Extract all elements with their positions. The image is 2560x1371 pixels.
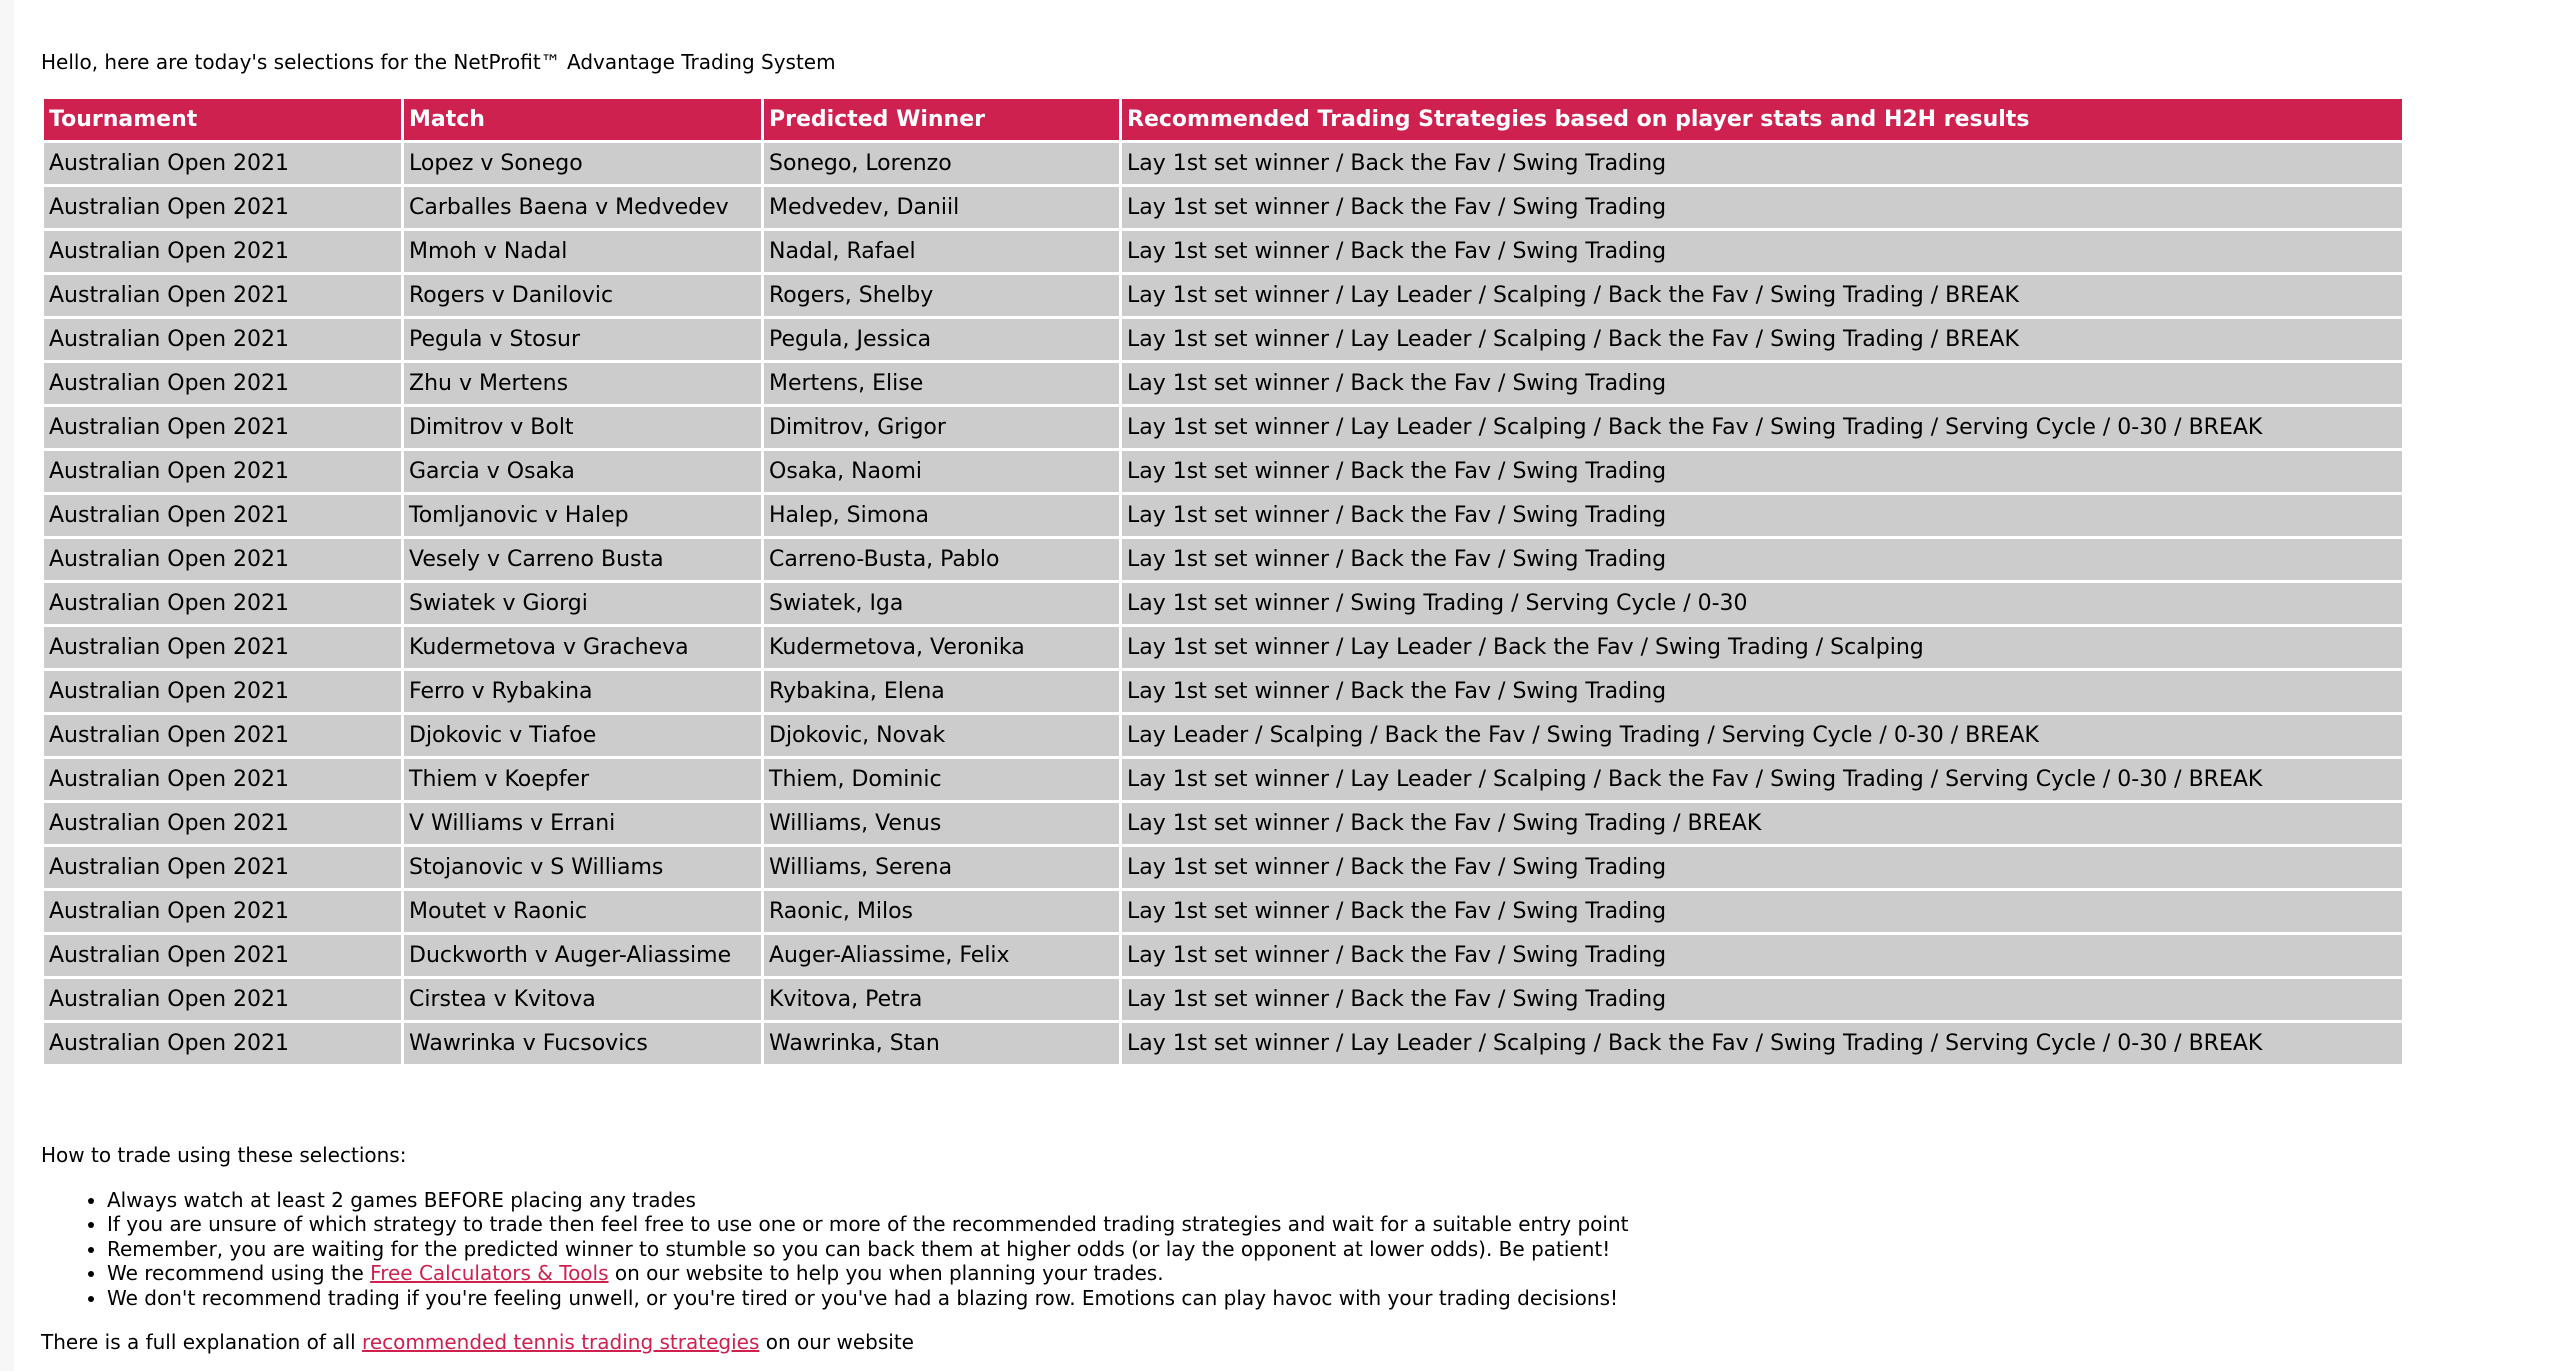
strategies-footer: [41, 1330, 1628, 1355]
cell-predicted-winner: Auger-Aliassime, Felix: [764, 935, 1119, 976]
cell-tournament: Australian Open 2021: [44, 275, 401, 316]
cell-predicted-winner: Nadal, Rafael: [764, 231, 1119, 272]
cell-match: Rogers v Danilovic: [404, 275, 761, 316]
cell-tournament: Australian Open 2021: [44, 363, 401, 404]
cell-tournament: Australian Open 2021: [44, 583, 401, 624]
tennis-strategies-link[interactable]: recommended tennis trading strategies: [362, 1329, 760, 1354]
tip-text-after: on our website to help you when planning your trades.: [608, 1261, 1164, 1286]
cell-strategies: Lay 1st set winner / Back the Fav / Swing Trading: [1122, 891, 2402, 932]
cell-tournament: Australian Open 2021: [44, 979, 401, 1020]
cell-predicted-winner: Halep, Simona: [764, 495, 1119, 536]
cell-predicted-winner: Williams, Serena: [764, 847, 1119, 888]
intro-text: Hello, here are today's selections for the NetProfit™ Advantage Trading System: [41, 50, 836, 74]
table-row: [44, 891, 2402, 932]
tip-text: Remember, you are waiting for the predicted winner to stumble so you can back them at higher odds (or lay the opponent at lower odds). Be patient!: [107, 1236, 1611, 1261]
cell-tournament: Australian Open 2021: [44, 187, 401, 228]
footer-text-before: There is a full explanation of all: [41, 1329, 363, 1354]
cell-predicted-winner: Pegula, Jessica: [764, 319, 1119, 360]
table-row: [44, 759, 2402, 800]
table-row: [44, 319, 2402, 360]
cell-tournament: Australian Open 2021: [44, 671, 401, 712]
cell-match: Moutet v Raonic: [404, 891, 761, 932]
cell-predicted-winner: Kudermetova, Veronika: [764, 627, 1119, 668]
how-to-heading: How to trade using these selections:: [41, 1143, 407, 1167]
cell-predicted-winner: Osaka, Naomi: [764, 451, 1119, 492]
cell-strategies: Lay 1st set winner / Lay Leader / Scalping / Back the Fav / Swing Trading / BREAK: [1122, 275, 2402, 316]
tip-text: We don't recommend trading if you're feeling unwell, or you're tired or you've had a blazing row. Emotions can play havoc with your trading decisions!: [107, 1285, 1619, 1310]
header-match: Match: [404, 99, 761, 140]
cell-match: Tomljanovic v Halep: [404, 495, 761, 536]
cell-strategies: Lay 1st set winner / Back the Fav / Swing Trading: [1122, 187, 2402, 228]
tip-item: [107, 1212, 1628, 1237]
table-header-row: [44, 99, 2402, 140]
cell-predicted-winner: Williams, Venus: [764, 803, 1119, 844]
cell-match: Duckworth v Auger-Aliassime: [404, 935, 761, 976]
table-row: [44, 363, 2402, 404]
cell-match: Ferro v Rybakina: [404, 671, 761, 712]
table-row: [44, 1023, 2402, 1064]
cell-predicted-winner: Raonic, Milos: [764, 891, 1119, 932]
cell-match: Zhu v Mertens: [404, 363, 761, 404]
cell-tournament: Australian Open 2021: [44, 627, 401, 668]
table-row: [44, 539, 2402, 580]
tip-text: Always watch at least 2 games BEFORE placing any trades: [107, 1187, 696, 1212]
cell-match: Wawrinka v Fucsovics: [404, 1023, 761, 1064]
tip-text: If you are unsure of which strategy to trade then feel free to use one or more of the recommended trading strategies and wait for a suitable entry point: [107, 1212, 1629, 1237]
cell-strategies: Lay 1st set winner / Back the Fav / Swing Trading / BREAK: [1122, 803, 2402, 844]
cell-strategies: Lay Leader / Scalping / Back the Fav / Swing Trading / Serving Cycle / 0-30 / BREAK: [1122, 715, 2402, 756]
cell-match: Carballes Baena v Medvedev: [404, 187, 761, 228]
cell-tournament: Australian Open 2021: [44, 847, 401, 888]
header-tournament: Tournament: [44, 99, 401, 140]
cell-strategies: Lay 1st set winner / Back the Fav / Swing Trading: [1122, 495, 2402, 536]
cell-predicted-winner: Medvedev, Daniil: [764, 187, 1119, 228]
table-row: [44, 275, 2402, 316]
cell-predicted-winner: Mertens, Elise: [764, 363, 1119, 404]
cell-tournament: Australian Open 2021: [44, 935, 401, 976]
cell-tournament: Australian Open 2021: [44, 539, 401, 580]
table-row: [44, 187, 2402, 228]
cell-match: Djokovic v Tiafoe: [404, 715, 761, 756]
cell-predicted-winner: Djokovic, Novak: [764, 715, 1119, 756]
cell-match: Thiem v Koepfer: [404, 759, 761, 800]
cell-tournament: Australian Open 2021: [44, 143, 401, 184]
cell-match: Swiatek v Giorgi: [404, 583, 761, 624]
cell-predicted-winner: Wawrinka, Stan: [764, 1023, 1119, 1064]
cell-predicted-winner: Thiem, Dominic: [764, 759, 1119, 800]
tip-item: [107, 1261, 1628, 1286]
cell-strategies: Lay 1st set winner / Back the Fav / Swing Trading: [1122, 847, 2402, 888]
free-calculators-link[interactable]: Free Calculators & Tools: [370, 1261, 609, 1286]
tip-item: [107, 1237, 1628, 1262]
table-row: [44, 935, 2402, 976]
cell-match: Kudermetova v Gracheva: [404, 627, 761, 668]
how-to-section: [41, 1143, 1628, 1354]
cell-match: Dimitrov v Bolt: [404, 407, 761, 448]
header-predicted-winner: Predicted Winner: [764, 99, 1119, 140]
cell-strategies: Lay 1st set winner / Lay Leader / Scalping / Back the Fav / Swing Trading / Serving Cycle / 0-30 / BREAK: [1122, 759, 2402, 800]
cell-strategies: Lay 1st set winner / Back the Fav / Swing Trading: [1122, 671, 2402, 712]
cell-match: Lopez v Sonego: [404, 143, 761, 184]
cell-match: Garcia v Osaka: [404, 451, 761, 492]
cell-predicted-winner: Sonego, Lorenzo: [764, 143, 1119, 184]
cell-strategies: Lay 1st set winner / Back the Fav / Swing Trading: [1122, 231, 2402, 272]
cell-predicted-winner: Dimitrov, Grigor: [764, 407, 1119, 448]
cell-strategies: Lay 1st set winner / Back the Fav / Swing Trading: [1122, 451, 2402, 492]
table-row: [44, 407, 2402, 448]
cell-match: V Williams v Errani: [404, 803, 761, 844]
footer-text-after: on our website: [759, 1329, 914, 1354]
cell-tournament: Australian Open 2021: [44, 1023, 401, 1064]
cell-predicted-winner: Rybakina, Elena: [764, 671, 1119, 712]
table-row: [44, 627, 2402, 668]
table-row: [44, 451, 2402, 492]
cell-match: Mmoh v Nadal: [404, 231, 761, 272]
table-row: [44, 803, 2402, 844]
cell-predicted-winner: Kvitova, Petra: [764, 979, 1119, 1020]
cell-tournament: Australian Open 2021: [44, 803, 401, 844]
cell-strategies: Lay 1st set winner / Back the Fav / Swing Trading: [1122, 979, 2402, 1020]
cell-strategies: Lay 1st set winner / Back the Fav / Swing Trading: [1122, 143, 2402, 184]
cell-match: Cirstea v Kvitova: [404, 979, 761, 1020]
cell-predicted-winner: Swiatek, Iga: [764, 583, 1119, 624]
table-row: [44, 715, 2402, 756]
tip-item: [107, 1188, 1628, 1213]
cell-match: Vesely v Carreno Busta: [404, 539, 761, 580]
cell-tournament: Australian Open 2021: [44, 715, 401, 756]
cell-strategies: Lay 1st set winner / Back the Fav / Swing Trading: [1122, 363, 2402, 404]
selections-table: [41, 96, 2405, 1067]
cell-tournament: Australian Open 2021: [44, 451, 401, 492]
header-strategies: Recommended Trading Strategies based on player stats and H2H results: [1122, 99, 2402, 140]
cell-tournament: Australian Open 2021: [44, 231, 401, 272]
cell-tournament: Australian Open 2021: [44, 319, 401, 360]
cell-strategies: Lay 1st set winner / Back the Fav / Swing Trading: [1122, 539, 2402, 580]
tip-item: [107, 1286, 1628, 1311]
cell-strategies: Lay 1st set winner / Back the Fav / Swing Trading: [1122, 935, 2402, 976]
cell-tournament: Australian Open 2021: [44, 407, 401, 448]
table-row: [44, 847, 2402, 888]
table-row: [44, 143, 2402, 184]
table-row: [44, 583, 2402, 624]
cell-tournament: Australian Open 2021: [44, 891, 401, 932]
page-edge: [0, 0, 14, 1371]
cell-match: Pegula v Stosur: [404, 319, 761, 360]
cell-tournament: Australian Open 2021: [44, 759, 401, 800]
cell-strategies: Lay 1st set winner / Lay Leader / Back the Fav / Swing Trading / Scalping: [1122, 627, 2402, 668]
cell-tournament: Australian Open 2021: [44, 495, 401, 536]
tip-text-before: We recommend using the: [107, 1261, 371, 1286]
table-row: [44, 671, 2402, 712]
cell-strategies: Lay 1st set winner / Lay Leader / Scalping / Back the Fav / Swing Trading / BREAK: [1122, 319, 2402, 360]
table-row: [44, 495, 2402, 536]
cell-predicted-winner: Rogers, Shelby: [764, 275, 1119, 316]
cell-strategies: Lay 1st set winner / Swing Trading / Serving Cycle / 0-30: [1122, 583, 2402, 624]
cell-match: Stojanovic v S Williams: [404, 847, 761, 888]
tips-list: [41, 1188, 1628, 1311]
table-row: [44, 231, 2402, 272]
cell-predicted-winner: Carreno-Busta, Pablo: [764, 539, 1119, 580]
cell-strategies: Lay 1st set winner / Lay Leader / Scalping / Back the Fav / Swing Trading / Serving Cycle / 0-30 / BREAK: [1122, 1023, 2402, 1064]
table-row: [44, 979, 2402, 1020]
cell-strategies: Lay 1st set winner / Lay Leader / Scalping / Back the Fav / Swing Trading / Serving Cycle / 0-30 / BREAK: [1122, 407, 2402, 448]
